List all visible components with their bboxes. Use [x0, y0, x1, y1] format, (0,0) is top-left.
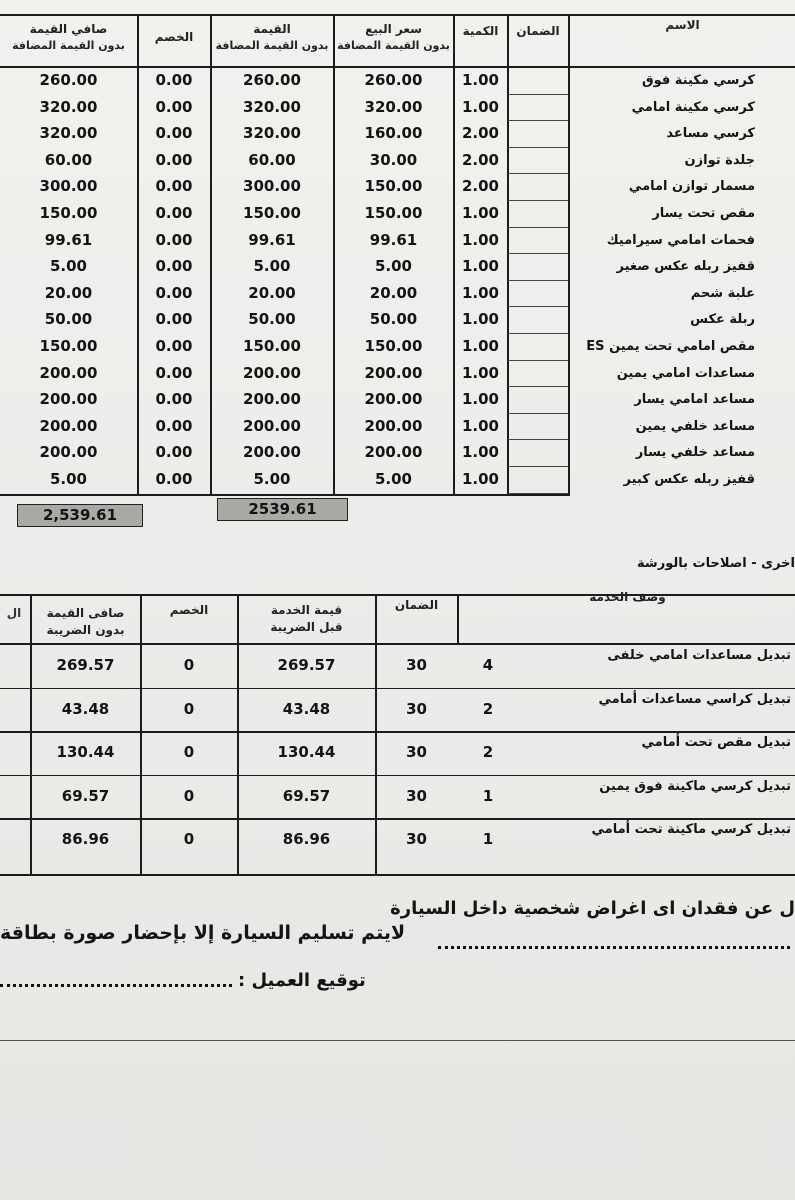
- cell-qty: 1.00: [461, 416, 499, 435]
- cell-qty: 2.00: [461, 124, 499, 143]
- cell-name: مساعدات امامي يمين: [616, 365, 755, 381]
- cell-name: مسمار توازن امامي: [628, 179, 755, 195]
- cell-qty: 1: [482, 786, 494, 805]
- cell-price: 30.00: [369, 150, 418, 169]
- cell-warranty: 30: [406, 786, 427, 805]
- cell-qty: 1.00: [461, 97, 499, 116]
- cell-qty: 1.00: [461, 257, 499, 276]
- cell-value: 320.00: [243, 124, 301, 143]
- cell-net: 5.00: [49, 257, 87, 276]
- cell-price: 200.00: [364, 443, 423, 462]
- cell-price: 160.00: [364, 124, 423, 143]
- cell-desc: تبديل كرسي ماكينة فوق يمين: [599, 778, 791, 794]
- cell-qty: 1.00: [461, 470, 499, 488]
- cell-value: 320.00: [243, 97, 301, 116]
- cell-qty: 1.00: [461, 310, 499, 329]
- cell-qty: 1.00: [461, 283, 499, 302]
- cell-discount: 0.00: [155, 310, 193, 329]
- cell-discount: 0.00: [155, 71, 193, 89]
- cell-discount: 0.00: [155, 470, 193, 488]
- cell-qty: 2: [482, 699, 494, 718]
- cell-qty: 1.00: [461, 363, 499, 382]
- cell-qty: 1.00: [461, 337, 499, 355]
- cell-discount: 0: [183, 699, 195, 718]
- cell-qty: 1.00: [461, 390, 499, 409]
- cell-warranty: 30: [406, 656, 427, 674]
- cell-price: 150.00: [364, 177, 423, 196]
- cell-value: 5.00: [253, 257, 291, 276]
- cell-name: كرسي مكينة امامي: [631, 99, 755, 115]
- cell-name: مقص امامي تحت يمين ES: [586, 339, 755, 354]
- cell-discount: 0.00: [155, 443, 193, 462]
- header-net: صافي القيمة: [29, 22, 108, 36]
- cell-net: 86.96: [61, 830, 110, 848]
- cell-price: 20.00: [369, 283, 418, 302]
- cell-discount: 0: [183, 743, 195, 761]
- cell-discount: 0.00: [155, 363, 193, 382]
- cell-name: قفيز ربله عكس صغير: [616, 259, 755, 275]
- cell-discount: 0: [183, 786, 195, 805]
- cell-discount: 0.00: [155, 97, 193, 116]
- cell-qty: 2: [482, 743, 494, 761]
- signature-dotted-line: [0, 984, 232, 987]
- notice-dotted-line: [438, 946, 790, 949]
- cell-qty: 2.00: [461, 177, 499, 196]
- cell-value: 60.00: [248, 150, 296, 169]
- cell-price: 200.00: [364, 416, 423, 435]
- cell-net: 320.00: [39, 124, 98, 143]
- cell-discount: 0: [183, 830, 195, 848]
- cell-value: 200.00: [243, 416, 301, 435]
- cell-warranty: 30: [406, 743, 427, 761]
- cell-qty: 1: [482, 830, 494, 848]
- cell-value: 43.48: [282, 699, 331, 718]
- header-net: صافى القيمة: [46, 606, 125, 620]
- header-name: الاسم: [665, 18, 700, 32]
- header-service-desc: وصف الخدمة: [589, 590, 666, 604]
- cell-discount: 0.00: [155, 337, 193, 355]
- cell-net: 130.44: [56, 743, 115, 761]
- header-net-sub: بدون الضريبة: [46, 623, 125, 637]
- cell-discount: 0: [183, 656, 195, 674]
- cell-desc: تبديل مساعدات امامي خلفى: [607, 648, 791, 663]
- cell-net: 320.00: [39, 97, 98, 116]
- header-value: القيمة: [253, 22, 291, 36]
- cell-discount: 0.00: [155, 230, 193, 249]
- cell-qty: 2.00: [461, 150, 499, 169]
- cell-price: 320.00: [364, 97, 423, 116]
- cell-name: جلدة توازن: [684, 152, 755, 168]
- services-section-title: اخرى - اصلاحات بالورشة: [637, 556, 795, 571]
- cell-net: 43.48: [61, 699, 110, 718]
- cell-value: 99.61: [248, 230, 296, 249]
- header-warranty: الضمان: [394, 598, 439, 612]
- cell-name: ربلة عكس: [690, 312, 755, 328]
- cell-name: مقص تحت يسار: [652, 206, 755, 221]
- cell-discount: 0.00: [155, 390, 193, 409]
- cell-desc: تبديل مقص تحت أمامي: [641, 735, 791, 750]
- cell-value: 269.57: [277, 656, 336, 674]
- header-edge: ال: [6, 606, 22, 620]
- cell-value: 200.00: [243, 390, 301, 409]
- cell-net: 20.00: [44, 283, 93, 302]
- cell-discount: 0.00: [155, 150, 193, 169]
- delivery-notice: لايتم تسليم السيارة إلا بإحضار صورة بطاقة: [0, 922, 406, 944]
- total-value-box: 2539.61: [217, 498, 348, 521]
- cell-net: 260.00: [39, 71, 98, 89]
- header-sale-price: سعر البيع: [365, 22, 422, 36]
- header-net-sub: بدون القيمة المضافة: [12, 39, 125, 52]
- cell-net: 200.00: [39, 390, 98, 409]
- cell-name: كرسي مكينة فوق: [641, 73, 755, 88]
- cell-qty: 1.00: [461, 71, 499, 89]
- cell-value: 200.00: [243, 363, 301, 382]
- cell-discount: 0.00: [155, 283, 193, 302]
- cell-net: 69.57: [61, 786, 110, 805]
- cell-value: 20.00: [248, 283, 296, 302]
- signature-label: توقيع العميل :: [238, 970, 366, 991]
- cell-net: 150.00: [39, 337, 98, 355]
- cell-qty: 4: [482, 656, 494, 674]
- cell-price: 5.00: [374, 257, 412, 276]
- cell-net: 60.00: [44, 150, 93, 169]
- cell-name: مساعد امامي يسار: [634, 392, 755, 408]
- cell-name: مساعد خلفي يمين: [635, 418, 755, 434]
- cell-warranty: 30: [406, 699, 427, 718]
- cell-net: 269.57: [56, 656, 115, 674]
- header-value-sub: بدون القيمة المضافة: [215, 39, 329, 52]
- cell-net: 300.00: [39, 177, 98, 196]
- cell-name: قفيز ربله عكس كبير: [623, 472, 755, 487]
- cell-price: 200.00: [364, 363, 423, 382]
- cell-discount: 0.00: [155, 177, 193, 196]
- header-warranty: الضمان: [516, 24, 560, 38]
- header-service-value-sub: قبل الضريبة: [270, 620, 343, 634]
- cell-price: 150.00: [364, 337, 423, 355]
- header-discount: الخصم: [169, 603, 209, 617]
- cell-warranty: 30: [406, 830, 427, 848]
- cell-value: 200.00: [243, 443, 301, 462]
- cell-discount: 0.00: [155, 257, 193, 276]
- cell-discount: 0.00: [155, 204, 193, 222]
- cell-value: 86.96: [282, 830, 331, 848]
- header-qty: الكمية: [462, 24, 499, 38]
- total-net-box: 2,539.61: [17, 504, 143, 527]
- cell-discount: 0.00: [155, 416, 193, 435]
- cell-net: 150.00: [39, 204, 98, 222]
- header-sale-price-sub: بدون القيمة المضافة: [337, 39, 450, 52]
- cell-qty: 1.00: [461, 443, 499, 462]
- loss-notice: ل عن فقدان اى اغراض شخصية داخل السيارة: [390, 898, 795, 919]
- cell-price: 150.00: [364, 204, 423, 222]
- cell-value: 50.00: [248, 310, 296, 329]
- cell-net: 200.00: [39, 443, 98, 462]
- cell-qty: 1.00: [461, 204, 499, 222]
- cell-price: 99.61: [369, 230, 418, 249]
- cell-value: 260.00: [243, 71, 301, 89]
- header-discount: الخصم: [154, 30, 194, 44]
- cell-net: 200.00: [39, 363, 98, 382]
- cell-value: 5.00: [253, 470, 291, 488]
- cell-net: 5.00: [49, 470, 87, 488]
- cell-net: 200.00: [39, 416, 98, 435]
- cell-price: 260.00: [364, 71, 423, 89]
- cell-net: 50.00: [44, 310, 93, 329]
- cell-value: 150.00: [243, 337, 301, 355]
- cell-desc: تبديل كرسي ماكينة تحت أمامي: [591, 822, 791, 837]
- cell-value: 300.00: [243, 177, 301, 196]
- cell-net: 99.61: [44, 230, 93, 249]
- cell-price: 50.00: [369, 310, 418, 329]
- header-service-value: قيمة الخدمة: [270, 603, 343, 617]
- cell-desc: تبديل كراسي مساعدات أمامي: [598, 691, 791, 707]
- cell-name: كرسي مساعد: [666, 126, 755, 142]
- cell-value: 69.57: [282, 786, 331, 805]
- cell-name: مساعد خلفي يسار: [635, 445, 755, 461]
- cell-qty: 1.00: [461, 230, 499, 249]
- cell-value: 130.44: [277, 743, 336, 761]
- cell-price: 5.00: [374, 470, 412, 488]
- cell-price: 200.00: [364, 390, 423, 409]
- cell-name: علبة شحم: [690, 285, 755, 301]
- cell-name: فحمات امامي سيراميك: [606, 232, 755, 248]
- cell-discount: 0.00: [155, 124, 193, 143]
- cell-value: 150.00: [243, 204, 301, 222]
